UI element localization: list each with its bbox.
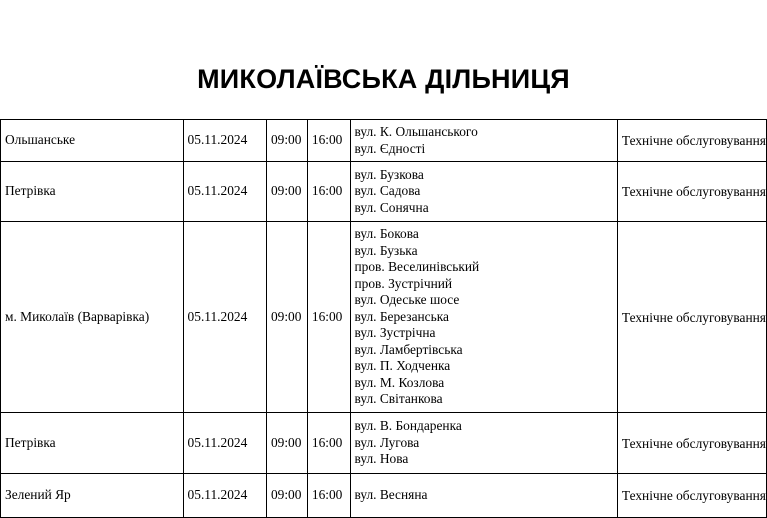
street-item: вул. Ламбертівська xyxy=(354,341,463,357)
start-time-cell: 09:00 xyxy=(266,162,307,222)
locality-cell: Ольшанське xyxy=(1,120,184,162)
table-row xyxy=(1,162,767,222)
table-row xyxy=(1,222,767,413)
locality-cell: м. Миколаїв (Варварівка) xyxy=(1,222,184,413)
street-item: вул. Лугова xyxy=(354,434,420,450)
street-item: пров. Зустрічний xyxy=(354,275,453,291)
street-item: вул. Світанкова xyxy=(354,391,443,407)
end-time-cell: 16:00 xyxy=(307,413,350,474)
work-type-cell: Технічне обслуговування xyxy=(617,474,766,518)
street-item: вул. Садова xyxy=(354,183,421,199)
street-item: вул. Бузкова xyxy=(354,166,424,182)
locality-cell: Петрівка xyxy=(1,413,184,474)
work-type-cell: Технічне обслуговування xyxy=(617,120,766,162)
street-item: пров. Веселинівський xyxy=(354,259,480,275)
end-time-cell: 16:00 xyxy=(307,222,350,413)
date-cell: 05.11.2024 xyxy=(183,474,266,518)
outage-schedule-table xyxy=(0,119,767,518)
streets-cell xyxy=(350,222,617,413)
date-cell: 05.11.2024 xyxy=(183,222,266,413)
end-time-cell: 16:00 xyxy=(307,120,350,162)
table-row xyxy=(1,120,767,162)
end-time-cell: 16:00 xyxy=(307,162,350,222)
street-item: вул. М. Козлова xyxy=(354,374,445,390)
street-item: вул. Бузька xyxy=(354,242,418,258)
work-type-cell: Технічне обслуговування xyxy=(617,222,766,413)
start-time-cell: 09:00 xyxy=(266,474,307,518)
start-time-cell: 09:00 xyxy=(266,222,307,413)
street-item: вул. Нова xyxy=(354,451,409,467)
table-row xyxy=(1,474,767,518)
street-item: вул. Єдності xyxy=(354,140,426,156)
locality-cell: Петрівка xyxy=(1,162,184,222)
street-item: вул. Березанська xyxy=(354,308,449,324)
work-type-cell: Технічне обслуговування xyxy=(617,413,766,474)
start-time-cell: 09:00 xyxy=(266,120,307,162)
date-cell: 05.11.2024 xyxy=(183,120,266,162)
start-time-cell: 09:00 xyxy=(266,413,307,474)
table-row xyxy=(1,413,767,474)
date-cell: 05.11.2024 xyxy=(183,413,266,474)
streets-cell xyxy=(350,120,617,162)
street-item: вул. П. Ходченка xyxy=(354,358,451,374)
date-cell: 05.11.2024 xyxy=(183,162,266,222)
streets-cell xyxy=(350,474,617,518)
street-item: вул. Бокова xyxy=(354,226,419,242)
street-item: вул. К. Ольшанського xyxy=(354,124,478,139)
street-item: вул. В. Бондаренка xyxy=(354,418,462,434)
end-time-cell: 16:00 xyxy=(307,474,350,518)
street-item: вул. Зустрічна xyxy=(354,325,436,341)
work-type-cell: Технічне обслуговування xyxy=(617,162,766,222)
locality-cell: Зелений Яр xyxy=(1,474,184,518)
street-item: вул. Одеське шосе xyxy=(354,292,460,308)
street-item: вул. Весняна xyxy=(354,487,428,503)
street-item: вул. Сонячна xyxy=(354,199,429,215)
streets-cell xyxy=(350,413,617,474)
page-title: МИКОЛАЇВСЬКА ДІЛЬНИЦЯ xyxy=(197,64,570,94)
streets-cell xyxy=(350,162,617,222)
